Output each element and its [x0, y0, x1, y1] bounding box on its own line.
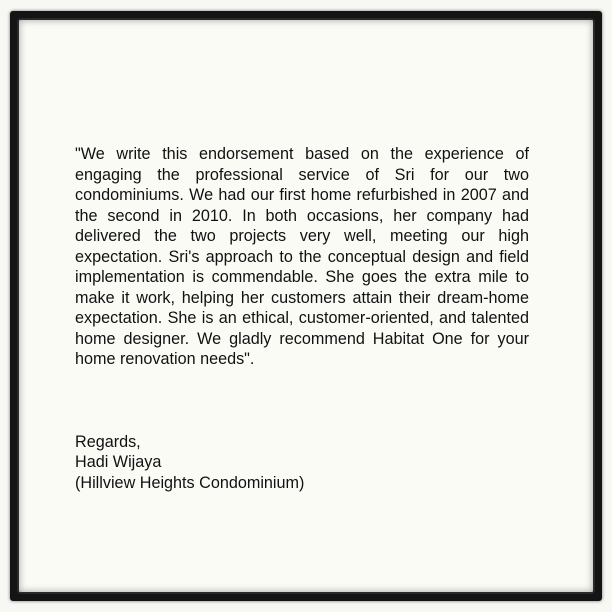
- letter-closing-block: [75, 432, 529, 494]
- signatory-affiliation: (Hillview Heights Condominium): [75, 473, 305, 492]
- testimonial-letter: [75, 144, 529, 493]
- signatory-name: Hadi Wijaya: [75, 453, 162, 471]
- closing-salutation: Regards,: [75, 432, 141, 451]
- testimonial-body: "We write this endorsement based on the experience of engaging the professional service of Sri for our two condominiums. We had our first home refurbished in 2007 and the second in 2010. In both occasions, her company had delivered the two projects very well, meeting our high expectation. Sri's approach to the conceptual design and field implementation is commendable. She goes the extra mile to make it work, helping her customers attain their dream-home expectation. She is an ethical, customer-oriented, and talented home designer. We gladly recommend Habitat One for your home renovation needs".: [75, 145, 529, 368]
